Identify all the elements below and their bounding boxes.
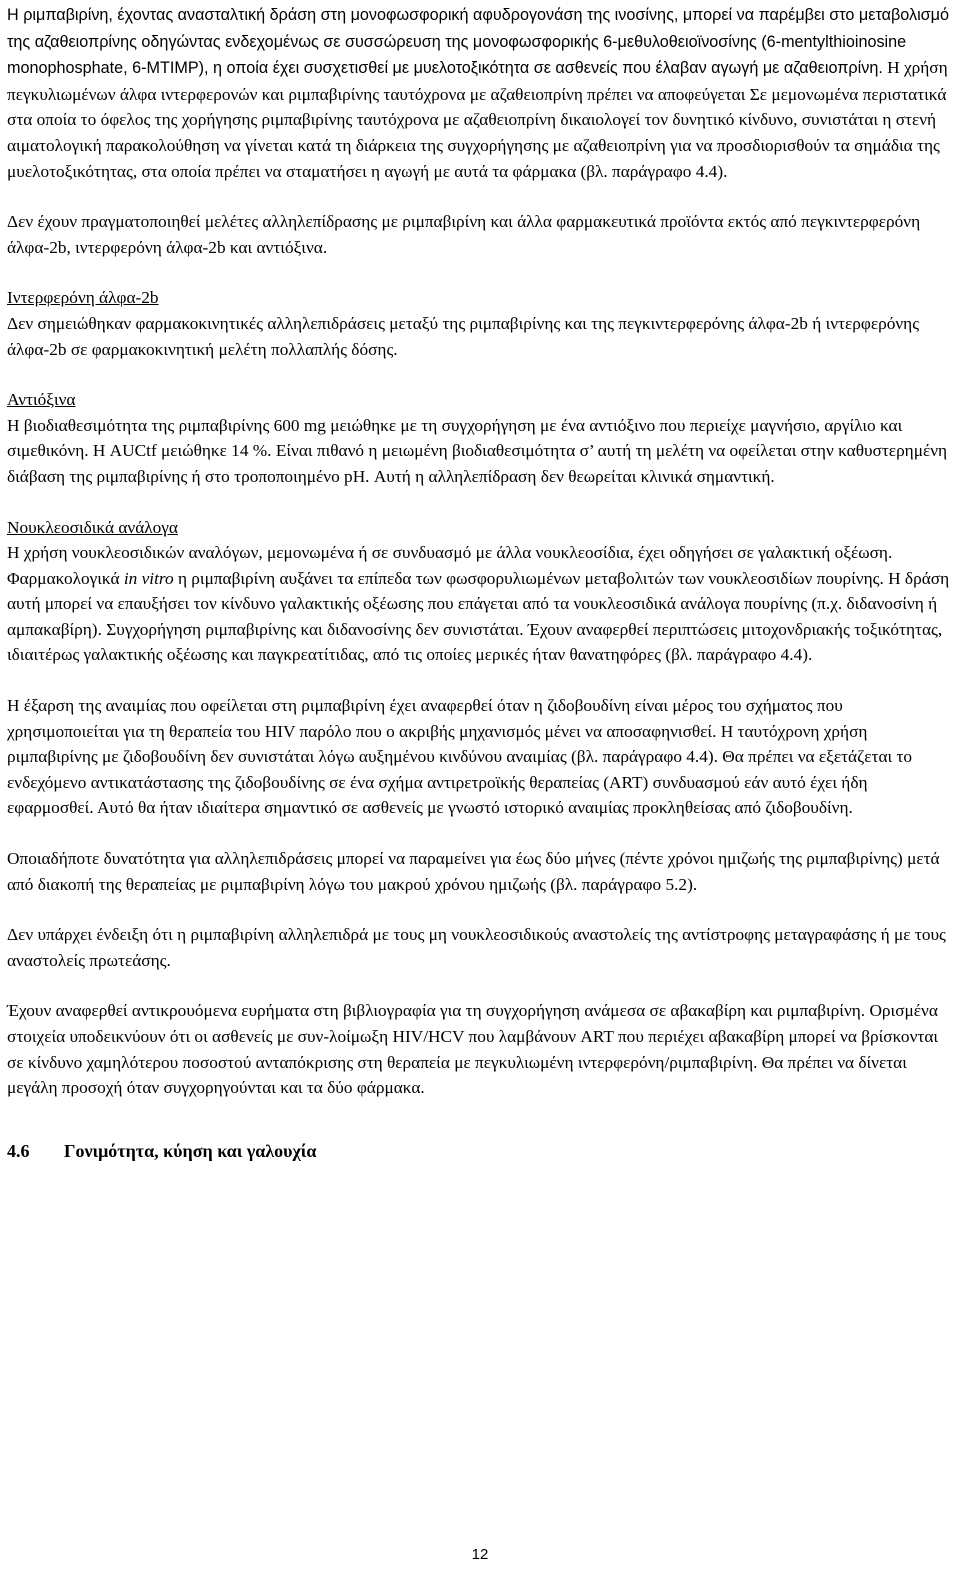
paragraph-azathioprine: [7, 2, 953, 184]
paragraph-interferon: Δεν σημειώθηκαν φαρμακοκινητικές αλληλεπιδράσεις μεταξύ της ριμπαβιρίνης και της πεγκιντερφερόνης άλφα-2b ή ιντερφερόνης άλφα-2b σε φαρμακοκινητική μελέτη πολλαπλής δόσης.: [7, 313, 920, 359]
document-page: [7, 2, 953, 1164]
paragraph-abacavir: Έχουν αναφερθεί αντικρουόμενα ευρήματα στη βιβλιογραφία για τη συγχορήγηση ανάμεσα σε αβακαβίρη και ριμπαβιρίνη. Ορισμένα στοιχεία υποδεικνύουν ότι οι ασθενείς με συν-λοίμωξη HIV/HCV που λαμβάνουν ART που περιέχει αβακαβίρη μπορεί να βρίσκονται σε κίνδυνο χαμηλότερου ποσοστού ανταπόκρισης στη θεραπεία με πεγκυλιωμένη ιντερφερόνη/ριμπαβιρίνη. Θα πρέπει να δίνεται μεγάλη προσοχή όταν συγχορηγούνται και τα δύο φάρμακα.: [7, 1001, 939, 1098]
section-heading: [7, 1138, 953, 1164]
page-number: 12: [471, 1546, 489, 1563]
interferon-heading-text: Ιντερφερόνη άλφα-2b: [7, 288, 159, 308]
paragraph-antacids: Η βιοδιαθεσιμότητα της ριμπαβιρίνης 600 mg μειώθηκε με τη συγχορήγηση με ένα αντιόξινο που περιείχε μαγνήσιο, αργίλιο και σιμεθικόνη. Η AUCtf μειώθηκε 14 %. Είναι πιθανό η μειωμένη βιοδιαθεσιμότητα σ’ αυτή τη μελέτη να οφείλεται στην καθυστερημένη διάβαση της ριμπαβιρίνης ή στο τροποποιημένο pH. Αυτή η αλληλεπίδραση δεν θεωρείται κλινικά σημαντική.: [7, 415, 948, 486]
paragraph-nucleoside: [7, 540, 953, 668]
nucleoside-heading: [7, 515, 953, 541]
paragraph-half-life: Οποιαδήποτε δυνατότητα για αλληλεπιδράσεις μπορεί να παραμείνει για έως δύο μήνες (πέντε χρόνοι ημιζωής της ριμπαβιρίνης) μετά από διακοπή της θεραπείας με ριμπαβιρίνη λόγω του μακρού χρόνου ημιζωής (βλ. παράγραφο 5.2).: [7, 849, 940, 894]
paragraph-no-studies: Δεν έχουν πραγματοποιηθεί μελέτες αλληλεπίδρασης με ριμπαβιρίνη και άλλα φαρμακευτικά προϊόντα εκτός από πεγκιντερφερόνη άλφα-2b, ιντερφερόνη άλφα-2b και αντιόξινα.: [7, 212, 921, 257]
nucleoside-text-start: Η χρήση νουκλεοσιδικών αναλόγων, μεμονωμένα ή σε συνδυασμό με άλλα νουκλεοσίδια, έχει οδηγήσει σε γαλακτική οξέωση. Φαρμακολογικά: [7, 543, 893, 588]
section-title: Γονιμότητα, κύηση και γαλουχία: [64, 1140, 317, 1161]
nucleoside-heading-text: Νουκλεοσιδικά ανάλογα: [7, 517, 178, 537]
antacids-heading-text: Αντιόξινα: [7, 390, 76, 410]
paragraph-anemia: Η έξαρση της αναιμίας που οφείλεται στη ριμπαβιρίνη έχει αναφερθεί όταν η ζιδοβουδίνη είναι μέρος του σχήματος που χρησιμοποιείται για τη θεραπεία του HIV παρόλο που ο ακριβής μηχανισμός μένει να αποσαφηνισθεί. Η ταυτόχρονη χρήση ριμπαβιρίνης με ζιδοβουδίνη δεν συνιστάται λόγω αυξημένου κινδύνου αναιμίας (βλ. παράγραφο 4.4). Θα πρέπει να εξετάζεται το ενδεχόμενο αντικατάστασης της ζιδοβουδίνης σε ένα σχήμα αντιρετροϊκής θεραπείας (ART) συνδυασμού εάν αυτό έχει ήδη εφαρμοσθεί. Αυτό θα ήταν ιδιαίτερα σημαντικό σε ασθενείς με γνωστό ιστορικό αναιμίας προκληθείσας από ζιδοβουδίνη.: [7, 696, 913, 818]
nucleoside-text-end: η ριμπαβιρίνη αυξάνει τα επίπεδα των φωσφορυλιωμένων μεταβολιτών των νουκλεοσιδίων πουρίνης. Η δράση αυτή μπορεί να επαυξήσει τον κίνδυνο γαλακτικής οξέωσης που επάγεται από τα νουκλεοσιδικά ανάλογα πουρίνης (π.χ. διδανοσίνη ή αμπακαβίρη). Συγχορήγηση ριμπαβιρίνης και διδανοσίνης δεν συνιστάται. Έχουν αναφερθεί περιπτώσεις μιτοχονδριακής τοξικότητας, ιδιαιτέρως γαλακτικής οξέωσης και παγκρεατίτιδας, από τις οποίες μερικές ήταν θανατηφόρες (βλ. παράγραφο 4.4).: [7, 568, 950, 665]
paragraph-non-nucleoside: Δεν υπάρχει ένδειξη ότι η ριμπαβιρίνη αλληλεπιδρά με τους μη νουκλεοσιδικούς αναστολείς της αντίστροφης μεταγραφάσης ή με τους αναστολείς πρωτεάσης.: [7, 925, 946, 970]
paragraph-azathioprine-serif-part: Η χρήση πεγκυλιωμένων άλφα ιντερφερονών και ριμπαβιρίνης ταυτόχρονα με αζαθειοπρίνη πρέπει να αποφεύγεται Σε μεμονωμένα περιστατικά στα οποία το όφελος της χορήγησης ριμπαβιρίνης ταυτόχρονα με αζαθειοπρίνη δικαιολογεί τον δυνητικό κίνδυνο, συνιστάται η στενή αιματολογική παρακολούθηση να γίνεται κατά τη διάρκεια της συγχορήγησης με αζαθειοπρίνη για να προσδιορισθούν τα σημάδια της μυελοτοξικότητας, στα οποία πρέπει να σταματήσει η αγωγή με αυτά τα φάρμακα (βλ. παράγραφο 4.4).: [7, 58, 948, 181]
section-number: 4.6: [7, 1140, 30, 1161]
interferon-heading: [7, 285, 953, 311]
antacids-heading: [7, 387, 953, 413]
paragraph-azathioprine-sans-part: Η ριμπαβιρίνη, έχοντας ανασταλτική δράση στη μονοφωσφορική αφυδρογονάση της ινοσίνης, μπορεί να παρέμβει στο μεταβολισμό της αζαθειοπρίνης οδηγώντας ενδεχομένως σε συσσώρευση της μονοφωσφορικής 6-μεθυλοθειοϊνοσίνης (6-mentylthioinosine monophosphate, 6-MTIMP), η οποία έχει συσχετισθεί με μυελοτοξικότητα σε ασθενείς που έλαβαν αγωγή με αζαθειοπρίνη.: [7, 6, 950, 78]
in-vitro-italic: in vitro: [123, 568, 174, 588]
